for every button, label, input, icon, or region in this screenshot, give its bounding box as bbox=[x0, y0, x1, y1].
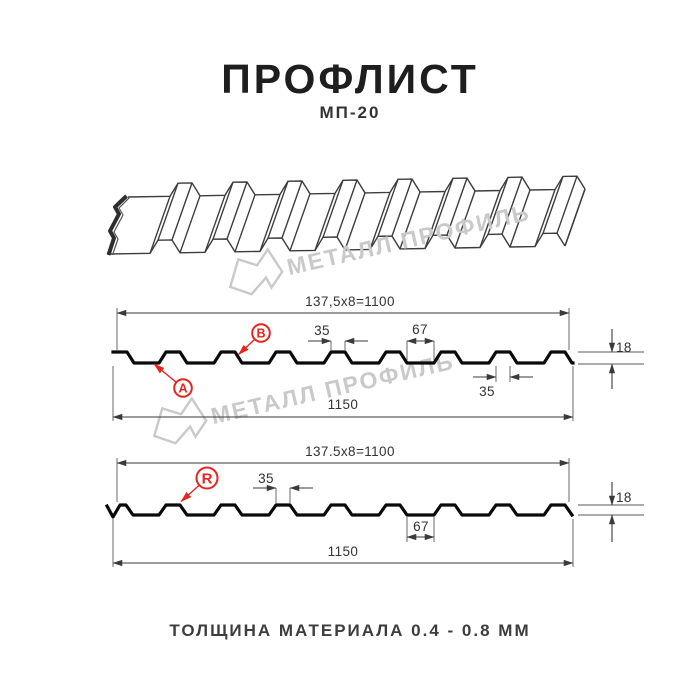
callout-b-label: B bbox=[256, 326, 266, 341]
dim-working-width-r: 137.5x8=1100 bbox=[305, 444, 395, 459]
material-thickness-note: ТОЛЩИНА МАТЕРИАЛА 0.4 - 0.8 ММ bbox=[169, 621, 531, 640]
dim-working-width-a: 137,5x8=1100 bbox=[305, 294, 395, 309]
dim-rib-top-r: 35 bbox=[258, 471, 274, 486]
callout-r-label: R bbox=[201, 470, 213, 488]
dim-rib-top-a-2: 35 bbox=[479, 384, 495, 399]
dim-rib-top-a: 35 bbox=[314, 323, 330, 338]
callout-a-label: A bbox=[178, 381, 188, 396]
dim-valley-a: 67 bbox=[412, 322, 428, 337]
model-label: МП-20 bbox=[319, 103, 381, 122]
dim-height-r: 18 bbox=[616, 490, 632, 505]
dim-height-a: 18 bbox=[616, 340, 632, 355]
page-title: ПРОФЛИСТ bbox=[221, 56, 479, 102]
dim-overall-width-r: 1150 bbox=[327, 544, 359, 559]
dim-valley-r: 67 bbox=[413, 519, 429, 534]
dim-overall-width-a: 1150 bbox=[327, 397, 359, 412]
